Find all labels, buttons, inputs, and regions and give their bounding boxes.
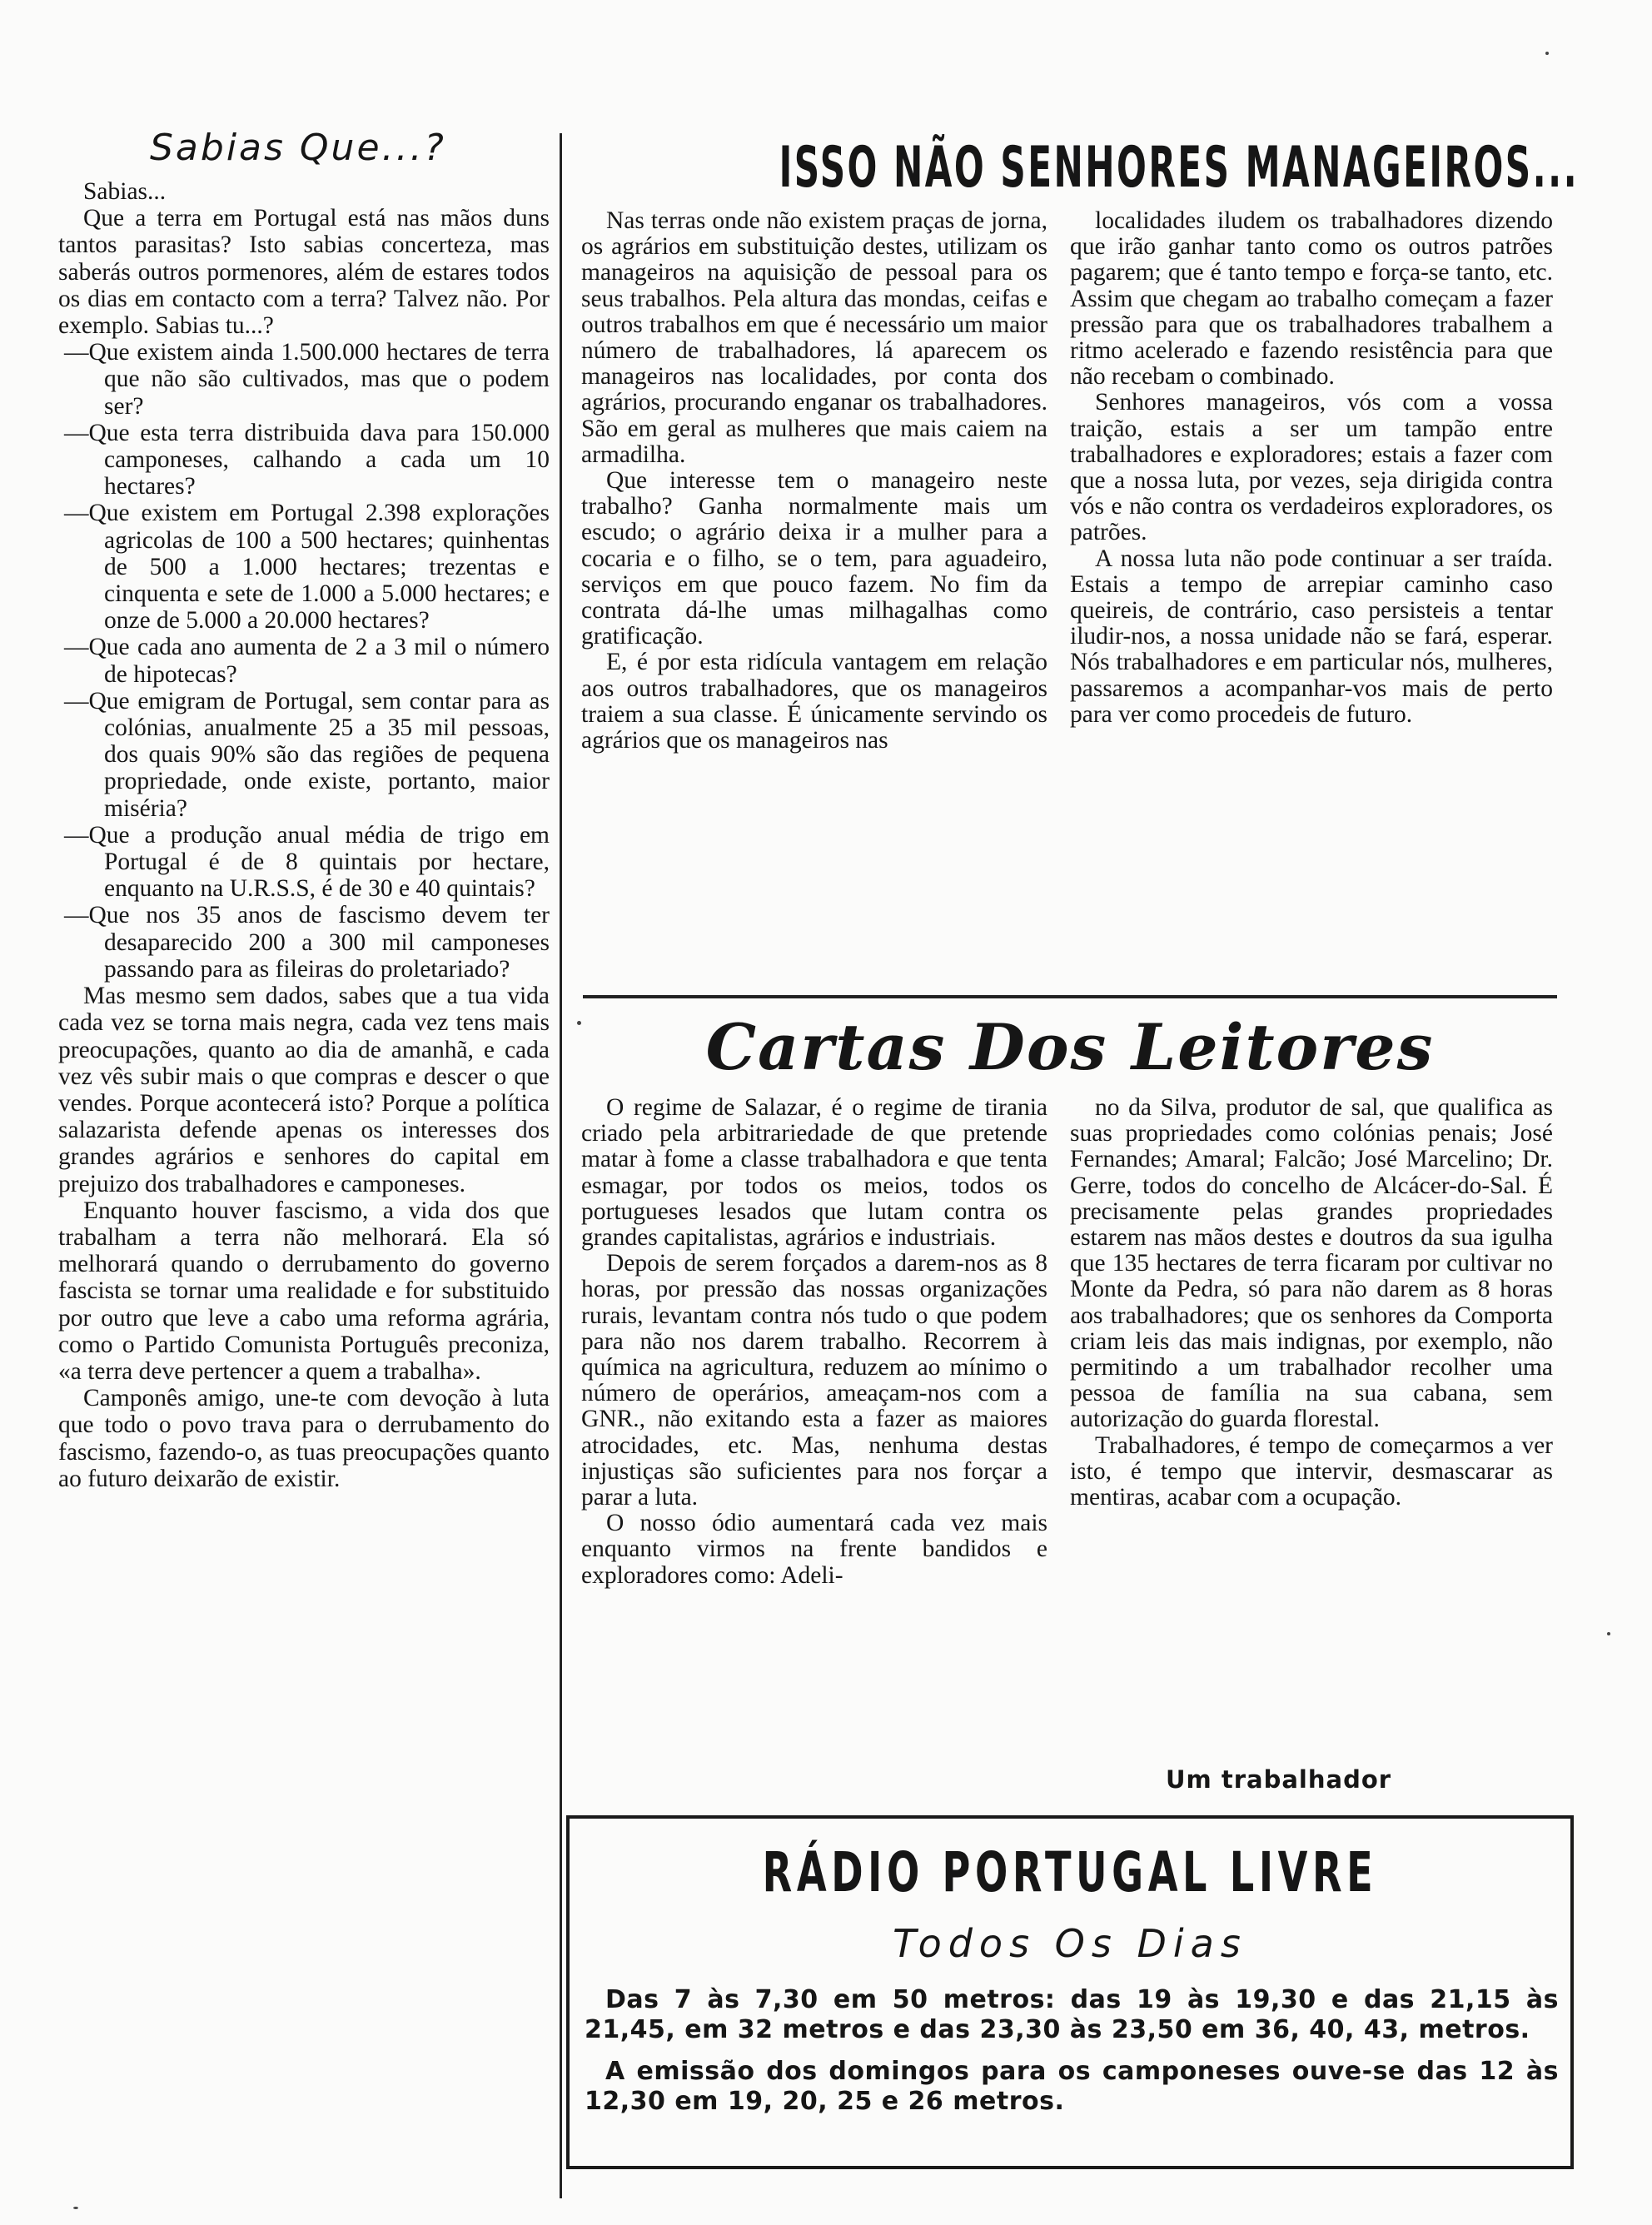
cartas-column-2 bbox=[1070, 1095, 1553, 1511]
radio-subtitle: Todos Os Dias bbox=[893, 1921, 1247, 1966]
print-speck bbox=[73, 2207, 78, 2209]
paragraph: —Que a produção anual média de trigo em Portugal é de 8 quintais por hectare, enquanto na U.R.S.S, é de 30 e 40 quintais? bbox=[64, 821, 550, 903]
print-speck bbox=[577, 1021, 581, 1025]
paragraph: localidades iludem os trabalhadores dizendo que irão ganhar tanto como os outros patrões pagarem; que é tanto tempo e força-se tanto, etc. Assim que chegam ao trabalho começam a fazer pressão para que os trabalhadores trabalhem a ritmo acelerado e fazendo resistência para que não recebam o combinado. bbox=[1070, 207, 1553, 391]
paragraph: no da Silva, produtor de sal, que qualifica as suas propriedades como colónias penais; José Fernandes; Amaral; Falcão; José Marcelino; Dr. Gerre, todos do concelho de Alcácer-do-Sal. É precisamente pelas grandes propriedades estarem nas mãos destes e doutros da sua igulha que 135 hectares de terra ficaram por cultivar no Monte da Pedra, só para não darem as 8 horas aos trabalhadores; que os senhores da Comporta criam leis das mais indignas, por exemplo, não permitindo a um trabalhador recolher uma pessoa de família na sua cabana, sem autorização do guarda florestal. bbox=[1070, 1094, 1553, 1433]
paragraph: —Que emigram de Portugal, sem contar para as colónias, anualmente 25 a 35 mil pessoas, dos quais 90% são das regiões de pequena propriedade, onde existe, portanto, maior miséria? bbox=[64, 687, 550, 822]
paragraph: —Que nos 35 anos de fascismo devem ter desaparecido 200 a 300 mil camponeses passando para as fileiras do proletariado? bbox=[64, 902, 550, 983]
radio-schedule bbox=[585, 1985, 1559, 2117]
paragraph: Mas mesmo sem dados, sabes que a tua vida cada vez se torna mais negra, cada vez tens mais preocupações, quanto ao dia de amanhã, e cada vez vês subir mais o que compras e descer o que vendes. Porque acontecerá isto? Porque a política salazarista defende apenas os interesses dos grandes agrários e senhores do capital em prejuizo dos trabalhadores e camponeses. bbox=[58, 983, 550, 1197]
radio-announcement-box bbox=[566, 1815, 1574, 2169]
radio-schedule-sunday: A emissão dos domingos para os camponeses ouve-se das 12 às 12,30 em 19, 20, 25 e 26 metros. bbox=[585, 2057, 1559, 2116]
paragraph: Que interesse tem o manageiro neste trabalho? Ganha normalmente mais um escudo; o agrário deixa ir a mulher para a cocaria e o filho, se o tem, para aguadeiro, serviços em que pouco fazem. No fim da contrata dá-lhe umas milhagalhas como gratificação. bbox=[581, 467, 1047, 650]
column-divider bbox=[560, 133, 562, 2198]
cartas-headline: Cartas Dos Leitores bbox=[705, 1010, 1435, 1084]
paragraph: —Que existem ainda 1.500.000 hectares de terra que não são cultivados, mas que o podem ser? bbox=[64, 339, 550, 420]
paragraph: —Que cada ano aumenta de 2 a 3 mil o número de hipotecas? bbox=[64, 634, 550, 688]
paragraph: Senhores manageiros, vós com a vossa traição, estais a ser um tampão entre trabalhadores e exploradores; estais a fazer com que a nossa luta, por vezes, seja dirigida contra vós e não contra os verdadeiros exploradores, os patrões. bbox=[1070, 389, 1553, 546]
manageiros-headline: ISSO NÃO SENHORES MANAGEIROS... bbox=[779, 135, 1580, 201]
section-divider bbox=[583, 995, 1557, 998]
paragraph: Trabalhadores, é tempo de começarmos a ver isto, é tempo que intervir, desmascarar as mentiras, acabar com a ocupação. bbox=[1070, 1431, 1553, 1511]
cartas-column-1 bbox=[581, 1095, 1047, 1589]
radio-schedule-weekday: Das 7 às 7,30 em 50 metros: das 19 às 19,30 e das 21,15 às 21,45, em 32 metros e das 23,30 às 23,50 em 36, 40, 43, metros. bbox=[585, 1985, 1559, 2044]
paragraph: Nas terras onde não existem praças de jorna, os agrários em substituição destes, utilizam os manageiros na aquisição de pessoal para os seus trabalhos. Pela altura das mondas, ceifas e outros trabalhos em que é necessário um maior número de trabalhadores, lá aparecem os manageiros nas localidades, por conta dos agrários, procurando enganar os trabalhadores. São em geral as mulheres que mais caiem na armadilha. bbox=[581, 207, 1047, 468]
sabias-que-article bbox=[58, 125, 550, 1492]
print-speck bbox=[1607, 1632, 1610, 1635]
manageiros-column-1 bbox=[581, 208, 1047, 754]
paragraph: Depois de serem forçados a darem-nos as 8 horas, por pressão das nossas organizações rurais, levantam contra nós tudo o que podem para não nos darem trabalho. Recorrem à química na agricultura, reduzem ao mínimo o número de operários, ameaçam-nos com a GNR., não exitando esta a fazer as maiores atrocidades, etc. Mas, nenhuma destas injustiças são suficientes para nos forçar a parar a luta. bbox=[581, 1250, 1047, 1511]
print-speck bbox=[1545, 52, 1549, 55]
paragraph: —Que existem em Portugal 2.398 explorações agricolas de 100 a 500 hectares; quinhentas de 500 a 1.000 hectares; trezentas e cinquenta e sete de 1.000 a 5.000 hectares; e onze de 5.000 a 20.000 hectares? bbox=[64, 500, 550, 635]
letter-signature: Um trabalhador bbox=[1166, 1765, 1392, 1794]
paragraph: Que a terra em Portugal está nas mãos duns tantos parasitas? Isto sabias concerteza, mas saberás outros pormenores, além de estares todos os dias em contacto com a terra? Talvez não. Por exemplo. Sabias tu...? bbox=[58, 205, 550, 340]
manageiros-column-2 bbox=[1070, 208, 1553, 728]
paragraph: Camponês amigo, une-te com devoção à luta que todo o povo trava para o derrubamento do fascismo, fazendo-o, as tuas preocupações quanto ao futuro deixarão de existir. bbox=[58, 1385, 550, 1492]
paragraph: Sabias... bbox=[83, 178, 167, 205]
paragraph: A nossa luta não pode continuar a ser traída. Estais a tempo de arrepiar caminho caso queireis, de contrário, caso persisteis a tentar iludir-nos, a nossa unidade não se fará, esperar. Nós trabalhadores e em particular nós, mulheres, passaremos a acompanhar-vos mais de perto para ver como procedeis de futuro. bbox=[1070, 545, 1553, 728]
sabias-que-title: Sabias Que...? bbox=[150, 127, 446, 169]
paragraph: O regime de Salazar, é o regime de tirania criado pela arbitrariedade de que pretende matar à fome a classe trabalhadora e que tenta esmagar, por todos os meios, todos os portugueses lesados que lutam contra os grandes capitalistas, agrários e industriais. bbox=[581, 1094, 1047, 1252]
sabias-que-body bbox=[58, 178, 550, 1492]
paragraph: E, é por esta ridícula vantagem em relação aos outros trabalhadores, que os manageiros traiem a sua classe. É únicamente servindo os agrários que os manageiros nas bbox=[581, 649, 1047, 754]
paragraph: —Que esta terra distribuida dava para 150.000 camponeses, calhando a cada um 10 hectares? bbox=[64, 419, 550, 500]
paragraph: Enquanto houver fascismo, a vida dos que trabalham a terra não melhorará. Ela só melhorará quando o derrubamento do governo fascista se tornar uma realidade e for substituido por outro que leve a cabo uma reforma agrária, como o Partido Comunista Português preconiza, «a terra deve pertencer a quem a trabalha». bbox=[58, 1197, 550, 1385]
radio-title: RÁDIO PORTUGAL LIVRE bbox=[762, 1840, 1378, 1904]
paragraph: O nosso ódio aumentará cada vez mais enquanto virmos na frente bandidos e exploradores como: Adeli- bbox=[581, 1510, 1047, 1589]
